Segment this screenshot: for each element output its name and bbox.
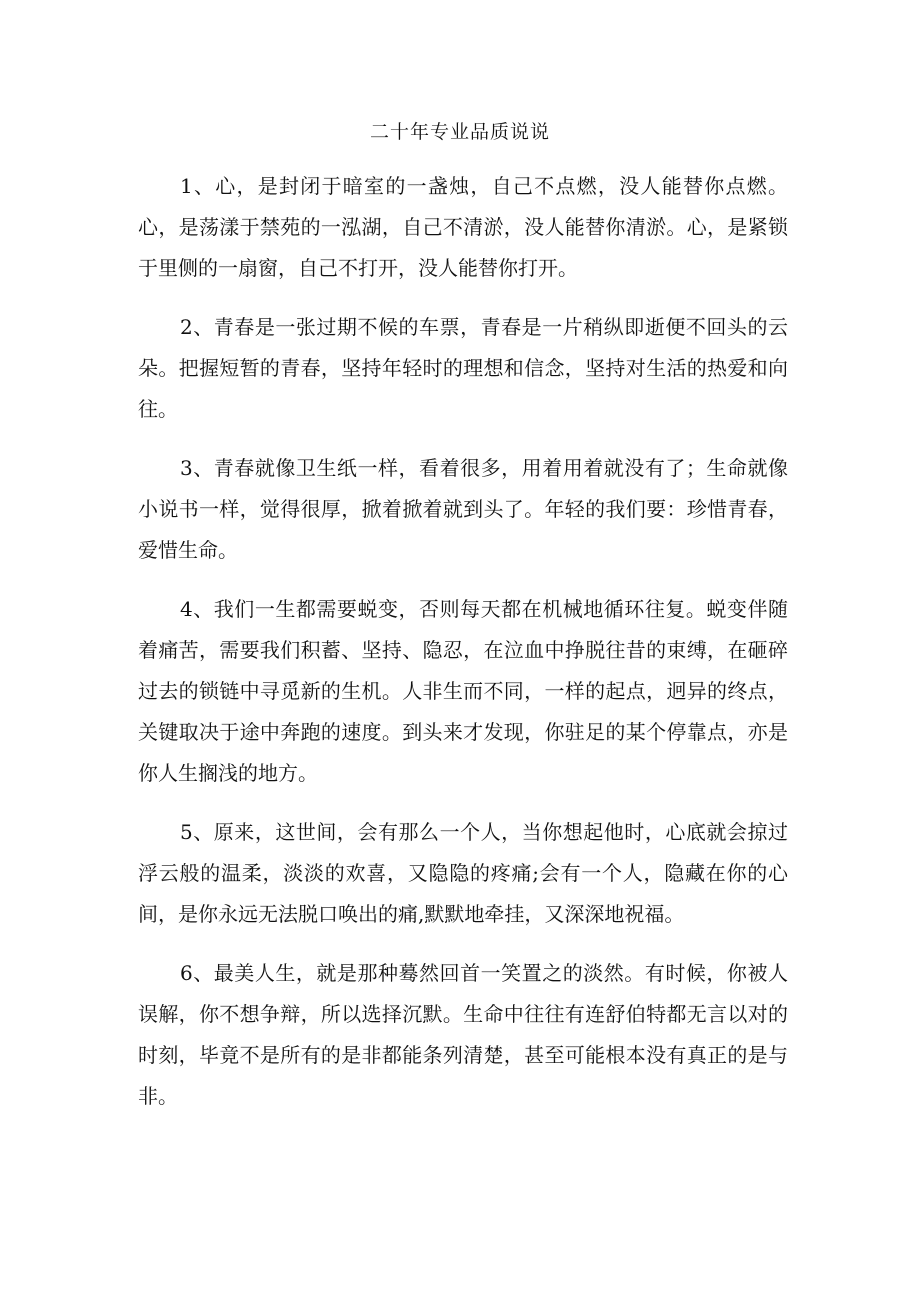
document-body: [138, 166, 788, 1135]
paragraph-3: 3、青春就像卫生纸一样，看着很多，用着用着就没有了；生命就像小说书一样，觉得很厚，掀着掀着就到头了。年轻的我们要：珍惜青春，爱惜生命。: [138, 456, 788, 562]
paragraph-6: 6、最美人生，就是那种蓦然回首一笑置之的淡然。有时候，你被人误解，你不想争辩，所以选择沉默。生命中往往有连舒伯特都无言以对的时刻，毕竟不是所有的是非都能条列清楚，甚至可能根本没有真正的是与非。: [138, 961, 788, 1108]
paragraph-5: 5、原来，这世间，会有那么一个人，当你想起他时，心底就会掠过浮云般的温柔，淡淡的欢喜，又隐隐的疼痛;会有一个人，隐藏在你的心间，是你永远无法脱口唤出的痛,默默地牵挂，又深深地祝福。: [138, 820, 788, 926]
paragraph-4: 4、我们一生都需要蜕变，否则每天都在机械地循环往复。蜕变伴随着痛苦，需要我们积蓄、坚持、隐忍，在泣血中挣脱往昔的束缚，在砸碎过去的锁链中寻觅新的生机。人非生而不同，一样的起点，迥异的终点，关键取决于途中奔跑的速度。到头来才发现，你驻足的某个停靠点，亦是你人生搁浅的地方。: [138, 597, 788, 785]
paragraph-1: 1、心，是封闭于暗室的一盏烛，自己不点燃，没人能替你点燃。心，是荡漾于禁苑的一泓湖，自己不清淤，没人能替你清淤。心，是紧锁于里侧的一扇窗，自己不打开，没人能替你打开。: [138, 174, 788, 280]
page-title: 二十年专业品质说说: [369, 121, 550, 143]
paragraph-2: 2、青春是一张过期不候的车票，青春是一片稍纵即逝便不回头的云朵。把握短暂的青春，坚持年轻时的理想和信念，坚持对生活的热爱和向往。: [138, 315, 788, 421]
